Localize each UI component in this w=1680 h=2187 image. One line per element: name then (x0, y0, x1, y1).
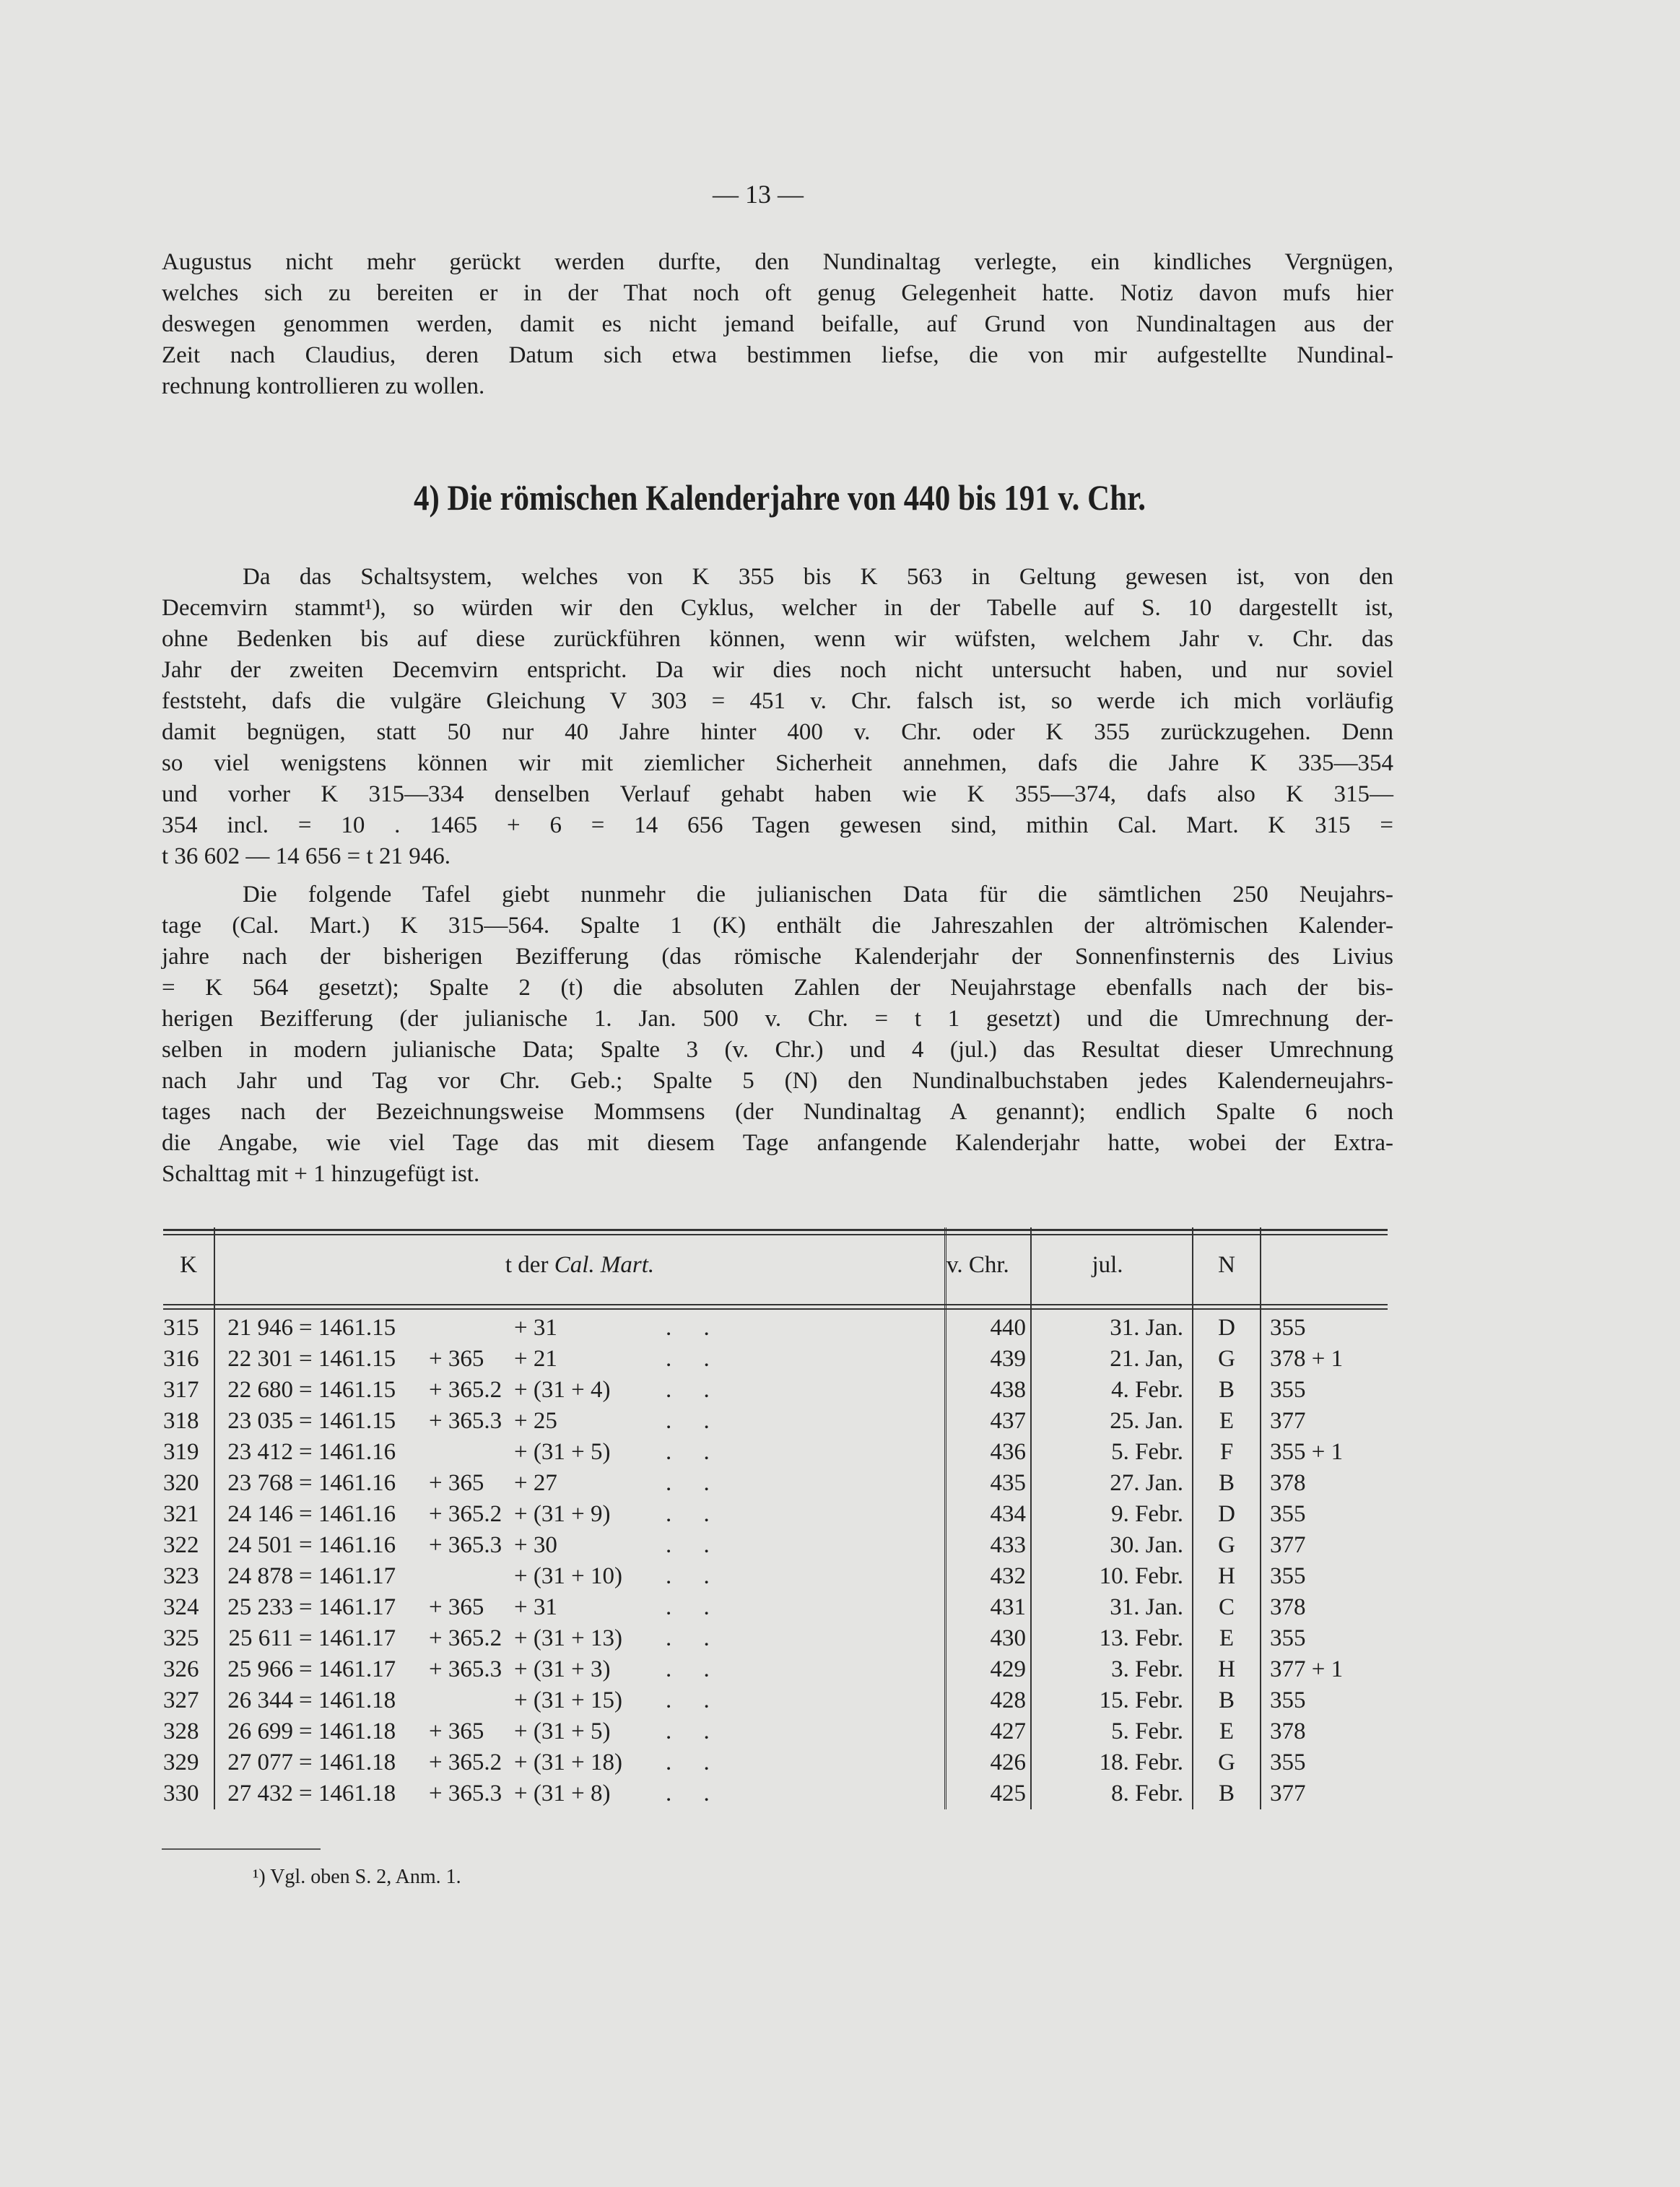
t-years: + 365.3 (429, 1781, 502, 1806)
cell-days: 378 (1270, 1470, 1306, 1496)
t-number: 24 501 (227, 1532, 293, 1558)
t-days: + (31 + 18) (514, 1749, 622, 1775)
t-number: 27 077 (227, 1749, 293, 1775)
cell-n: E (1193, 1623, 1261, 1654)
cell-t (214, 1468, 946, 1499)
cell-t (214, 1313, 946, 1344)
cell-vchr: 432 (946, 1561, 1032, 1592)
cell-jul: 25. Jan. (1031, 1406, 1193, 1437)
t-number: 25 233 (227, 1594, 293, 1620)
cell-days: 378 (1270, 1594, 1306, 1620)
t-dots: . . (666, 1781, 723, 1806)
cell-jul: 31. Jan. (1031, 1592, 1193, 1623)
cell-days: 355 (1270, 1625, 1306, 1651)
text-line: damit begnügen, statt 50 nur 40 Jahre hinter 400 v. Chr. oder K 355 zurückzugehen. Denn (162, 719, 1393, 745)
cell-t (214, 1375, 946, 1406)
table-row (163, 1530, 1390, 1561)
t-equation: = 1461.15 (299, 1408, 396, 1434)
header-jul: jul. (1031, 1227, 1193, 1303)
t-equation: = 1461.15 (299, 1315, 396, 1341)
t-dots: . . (666, 1656, 723, 1682)
text-line: 354 incl. = 10 . 1465 + 6 = 14 656 Tagen gewesen sind, mithin Cal. Mart. K 315 = (162, 812, 1393, 838)
cell-days: 377 (1270, 1408, 1306, 1434)
text-line: Zeit nach Claudius, deren Datum sich etwa bestimmen liefse, die von mir aufgestellte Nundinal- (162, 342, 1393, 368)
cell-jul: 13. Febr. (1031, 1623, 1193, 1654)
t-years: + 365 (429, 1594, 484, 1620)
cell-n: B (1193, 1685, 1261, 1716)
t-dots: . . (666, 1470, 723, 1496)
t-days: + (31 + 5) (514, 1718, 611, 1744)
cell-t (214, 1561, 946, 1592)
cell-t (214, 1530, 946, 1561)
cell-jul: 10. Febr. (1031, 1561, 1193, 1592)
cell-t (214, 1654, 946, 1685)
cell-k: 319 (163, 1437, 214, 1468)
t-dots: . . (666, 1594, 723, 1620)
table-row (163, 1313, 1390, 1344)
cell-k: 325 (163, 1623, 214, 1654)
cell-jul: 18. Febr. (1031, 1747, 1193, 1778)
text-line: und vorher K 315—334 denselben Verlauf gehabt haben wie K 355—374, dafs also K 315— (162, 781, 1393, 807)
cell-vchr: 436 (946, 1437, 1032, 1468)
paragraph-1 (162, 247, 1393, 402)
t-days: + (31 + 10) (514, 1563, 622, 1589)
t-dots: . . (666, 1687, 723, 1713)
t-equation: = 1461.16 (299, 1470, 396, 1496)
t-dots: . . (666, 1563, 723, 1589)
cell-t (214, 1623, 946, 1654)
t-years: + 365.2 (429, 1625, 502, 1651)
cell-days: 355 (1270, 1315, 1306, 1341)
cell-days: 355 (1270, 1687, 1306, 1713)
t-dots: . . (666, 1439, 723, 1465)
t-days: + (31 + 8) (514, 1781, 611, 1806)
cell-vchr: 434 (946, 1499, 1032, 1530)
text-line: welches sich zu bereiten er in der That noch oft genug Gelegenheit hatte. Notiz davon mufs hier (162, 280, 1393, 306)
cell-k: 323 (163, 1561, 214, 1592)
cell-k: 328 (163, 1716, 214, 1747)
cell-vchr: 433 (946, 1530, 1032, 1561)
cell-jul: 4. Febr. (1031, 1375, 1193, 1406)
t-number: 23 768 (227, 1470, 293, 1496)
t-dots: . . (666, 1377, 723, 1403)
footnote: ¹) Vgl. oben S. 2, Anm. 1. (253, 1866, 461, 1888)
text-line: Schalttag mit + 1 hinzugefügt ist. (162, 1161, 480, 1187)
paragraph-3 (162, 879, 1393, 1190)
cell-vchr: 438 (946, 1375, 1032, 1406)
cell-n: H (1193, 1654, 1261, 1685)
cell-k: 322 (163, 1530, 214, 1561)
cell-vchr: 430 (946, 1623, 1032, 1654)
t-dots: . . (666, 1749, 723, 1775)
t-days: + 31 (514, 1315, 557, 1341)
text-line: so viel wenigstens können wir mit ziemlicher Sicherheit annehmen, dafs die Jahre K 335—354 (162, 750, 1393, 776)
cell-k: 326 (163, 1654, 214, 1685)
cell-vchr: 425 (946, 1778, 1032, 1809)
text-line: Da das Schaltsystem, welches von K 355 bis K 563 in Geltung gewesen ist, von den (243, 564, 1393, 590)
t-dots: . . (666, 1532, 723, 1558)
t-years: + 365 (429, 1346, 484, 1372)
text-line: tage (Cal. Mart.) K 315—564. Spalte 1 (K) enthält die Jahreszahlen der altrömischen Kalender- (162, 913, 1393, 939)
t-equation: = 1461.16 (299, 1439, 396, 1465)
t-number: 27 432 (227, 1781, 293, 1806)
cell-n: E (1193, 1406, 1261, 1437)
cell-t (214, 1747, 946, 1778)
text-line: nach Jahr und Tag vor Chr. Geb.; Spalte 5 (N) den Nundinalbuchstaben jedes Kalenderneujahrs- (162, 1068, 1393, 1094)
text-line: rechnung kontrollieren zu wollen. (162, 373, 485, 399)
t-days: + 30 (514, 1532, 557, 1558)
t-dots: . . (666, 1346, 723, 1372)
cell-jul: 8. Febr. (1031, 1778, 1193, 1809)
text-line: jahre nach der bisherigen Bezifferung (das römische Kalenderjahr der Sonnenfinsternis des Livius (162, 944, 1393, 970)
cell-t (214, 1499, 946, 1530)
t-years: + 365 (429, 1718, 484, 1744)
cell-days: 377 + 1 (1270, 1656, 1344, 1682)
cell-days: 355 (1270, 1377, 1306, 1403)
t-number: 25 611 (228, 1625, 293, 1651)
cell-k: 329 (163, 1747, 214, 1778)
cell-jul: 3. Febr. (1031, 1654, 1193, 1685)
text-line: herigen Bezifferung (der julianische 1. Jan. 500 v. Chr. = t 1 gesetzt) und die Umrechnung der- (162, 1006, 1393, 1032)
cell-n: D (1193, 1499, 1261, 1530)
cell-k: 330 (163, 1778, 214, 1809)
cell-vchr: 426 (946, 1747, 1032, 1778)
t-years: + 365 (429, 1470, 484, 1496)
cell-n: E (1193, 1716, 1261, 1747)
cell-n: F (1193, 1437, 1261, 1468)
text-line: deswegen genommen werden, damit es nicht jemand beifalle, auf Grund von Nundinaltagen aus der (162, 311, 1393, 337)
table-row (163, 1778, 1390, 1809)
header-n: N (1193, 1227, 1261, 1303)
paragraph-2 (162, 562, 1393, 872)
t-number: 23 035 (227, 1408, 293, 1434)
t-days: + 31 (514, 1594, 557, 1620)
text-line: Die folgende Tafel giebt nunmehr die julianischen Data für die sämtlichen 250 Neujahrs- (243, 882, 1393, 908)
text-line: Jahr der zweiten Decemvirn entspricht. Da wir dies noch nicht untersucht haben, und nur soviel (162, 657, 1393, 683)
t-equation: = 1461.15 (299, 1377, 396, 1403)
t-dots: . . (666, 1718, 723, 1744)
table-row (163, 1499, 1390, 1530)
calendar-table (163, 1227, 1390, 1809)
table-row (163, 1654, 1390, 1685)
cell-days: 355 (1270, 1563, 1306, 1589)
t-days: + (31 + 3) (514, 1656, 611, 1682)
text-line: ohne Bedenken bis auf diese zurückführen können, wenn wir wüfsten, welchem Jahr v. Chr. das (162, 626, 1393, 652)
t-equation: = 1461.17 (299, 1656, 396, 1682)
cell-days: 355 (1270, 1501, 1306, 1527)
header-t (214, 1227, 946, 1303)
cell-t (214, 1344, 946, 1375)
cell-n: G (1193, 1747, 1261, 1778)
cell-t (214, 1778, 946, 1809)
t-number: 22 680 (227, 1377, 293, 1403)
cell-days: 377 (1270, 1532, 1306, 1558)
header-days (1261, 1227, 1390, 1303)
cell-n: G (1193, 1344, 1261, 1375)
cell-days: 378 + 1 (1270, 1346, 1344, 1372)
cell-n: B (1193, 1375, 1261, 1406)
t-number: 26 699 (227, 1718, 293, 1744)
t-dots: . . (666, 1501, 723, 1527)
t-dots: . . (666, 1625, 723, 1651)
cell-t (214, 1716, 946, 1747)
t-number: 24 878 (227, 1563, 293, 1589)
cell-k: 324 (163, 1592, 214, 1623)
t-number: 24 146 (227, 1501, 293, 1527)
cell-k: 318 (163, 1406, 214, 1437)
section-heading: 4) Die römischen Kalenderjahre von 440 bis 191 v. Chr. (413, 477, 1146, 518)
cell-t (214, 1437, 946, 1468)
header-vchr: v. Chr. (946, 1227, 1032, 1303)
footnote-rule (162, 1848, 321, 1850)
cell-vchr: 440 (946, 1313, 1032, 1344)
header-t-italic: Cal. Mart. (554, 1251, 655, 1278)
cell-k: 321 (163, 1499, 214, 1530)
table-row (163, 1437, 1390, 1468)
cell-k: 315 (163, 1313, 214, 1344)
table-row (163, 1592, 1390, 1623)
t-number: 26 344 (227, 1687, 293, 1713)
cell-n: G (1193, 1530, 1261, 1561)
text-line: = K 564 gesetzt); Spalte 2 (t) die absoluten Zahlen der Neujahrstage ebenfalls nach der bis- (162, 975, 1393, 1001)
cell-jul: 21. Jan, (1031, 1344, 1193, 1375)
page-number: — 13 — (713, 180, 804, 209)
t-years: + 365.2 (429, 1377, 502, 1403)
cell-k: 316 (163, 1344, 214, 1375)
text-line: Decemvirn stammt¹), so würden wir den Cyklus, welcher in der Tabelle auf S. 10 dargestellt ist, (162, 595, 1393, 621)
t-number: 21 946 (227, 1315, 293, 1341)
cell-jul: 30. Jan. (1031, 1530, 1193, 1561)
cell-vchr: 439 (946, 1344, 1032, 1375)
t-equation: = 1461.18 (299, 1718, 396, 1744)
t-days: + (31 + 9) (514, 1501, 611, 1527)
cell-n: B (1193, 1468, 1261, 1499)
table-row (163, 1561, 1390, 1592)
t-equation: = 1461.16 (299, 1532, 396, 1558)
cell-jul: 31. Jan. (1031, 1313, 1193, 1344)
t-days: + (31 + 15) (514, 1687, 622, 1713)
t-equation: = 1461.15 (299, 1346, 396, 1372)
cell-k: 327 (163, 1685, 214, 1716)
t-equation: = 1461.16 (299, 1501, 396, 1527)
t-years: + 365.3 (429, 1656, 502, 1682)
table-row (163, 1623, 1390, 1654)
table-row (163, 1685, 1390, 1716)
t-equation: = 1461.18 (299, 1781, 396, 1806)
t-equation: = 1461.18 (299, 1749, 396, 1775)
cell-k: 320 (163, 1468, 214, 1499)
text-line: t 36 602 — 14 656 = t 21 946. (162, 843, 451, 869)
t-number: 22 301 (227, 1346, 293, 1372)
cell-days: 378 (1270, 1718, 1306, 1744)
t-days: + (31 + 4) (514, 1377, 611, 1403)
t-years: + 365.3 (429, 1532, 502, 1558)
t-equation: = 1461.18 (299, 1687, 396, 1713)
text-line: Augustus nicht mehr gerückt werden durfte, den Nundinaltag verlegte, ein kindliches Vergnügen, (162, 249, 1393, 275)
table-row (163, 1344, 1390, 1375)
text-line: selben in modern julianische Data; Spalte 3 (v. Chr.) und 4 (jul.) das Resultat dieser Umrechnung (162, 1037, 1393, 1063)
t-years: + 365.3 (429, 1408, 502, 1434)
t-number: 25 966 (227, 1656, 293, 1682)
cell-jul: 5. Febr. (1031, 1437, 1193, 1468)
cell-jul: 15. Febr. (1031, 1685, 1193, 1716)
cell-days: 355 + 1 (1270, 1439, 1344, 1465)
cell-days: 377 (1270, 1781, 1306, 1806)
t-years: + 365.2 (429, 1749, 502, 1775)
t-number: 23 412 (227, 1439, 293, 1465)
t-equation: = 1461.17 (299, 1563, 396, 1589)
table-row (163, 1716, 1390, 1747)
cell-n: C (1193, 1592, 1261, 1623)
cell-t (214, 1592, 946, 1623)
cell-vchr: 428 (946, 1685, 1032, 1716)
cell-t (214, 1406, 946, 1437)
header-k: K (163, 1227, 214, 1303)
table-row (163, 1468, 1390, 1499)
cell-n: D (1193, 1313, 1261, 1344)
t-days: + 25 (514, 1408, 557, 1434)
t-equation: = 1461.17 (299, 1625, 396, 1651)
cell-days: 355 (1270, 1749, 1306, 1775)
cell-n: H (1193, 1561, 1261, 1592)
t-dots: . . (666, 1408, 723, 1434)
t-days: + (31 + 13) (514, 1625, 622, 1651)
cell-n: B (1193, 1778, 1261, 1809)
table-row (163, 1747, 1390, 1778)
cell-vchr: 435 (946, 1468, 1032, 1499)
cell-jul: 9. Febr. (1031, 1499, 1193, 1530)
table-row (163, 1406, 1390, 1437)
t-days: + 27 (514, 1470, 557, 1496)
header-t-prefix: t der (505, 1251, 549, 1278)
table-row (163, 1375, 1390, 1406)
cell-t (214, 1685, 946, 1716)
t-days: + (31 + 5) (514, 1439, 611, 1465)
t-equation: = 1461.17 (299, 1594, 396, 1620)
cell-jul: 27. Jan. (1031, 1468, 1193, 1499)
t-days: + 21 (514, 1346, 557, 1372)
cell-vchr: 431 (946, 1592, 1032, 1623)
cell-vchr: 429 (946, 1654, 1032, 1685)
text-line: feststeht, dafs die vulgäre Gleichung V 303 = 451 v. Chr. falsch ist, so werde ich mich vorläufig (162, 688, 1393, 714)
t-years: + 365.2 (429, 1501, 502, 1527)
t-dots: . . (666, 1315, 723, 1341)
cell-k: 317 (163, 1375, 214, 1406)
text-line: die Angabe, wie viel Tage das mit diesem Tage anfangende Kalenderjahr hatte, wobei der Extra- (162, 1130, 1393, 1156)
table-header-row (163, 1227, 1390, 1303)
cell-jul: 5. Febr. (1031, 1716, 1193, 1747)
cell-vchr: 427 (946, 1716, 1032, 1747)
cell-vchr: 437 (946, 1406, 1032, 1437)
text-line: tages nach der Bezeichnungsweise Mommsens (der Nundinaltag A genannt); endlich Spalte 6 noch (162, 1099, 1393, 1125)
